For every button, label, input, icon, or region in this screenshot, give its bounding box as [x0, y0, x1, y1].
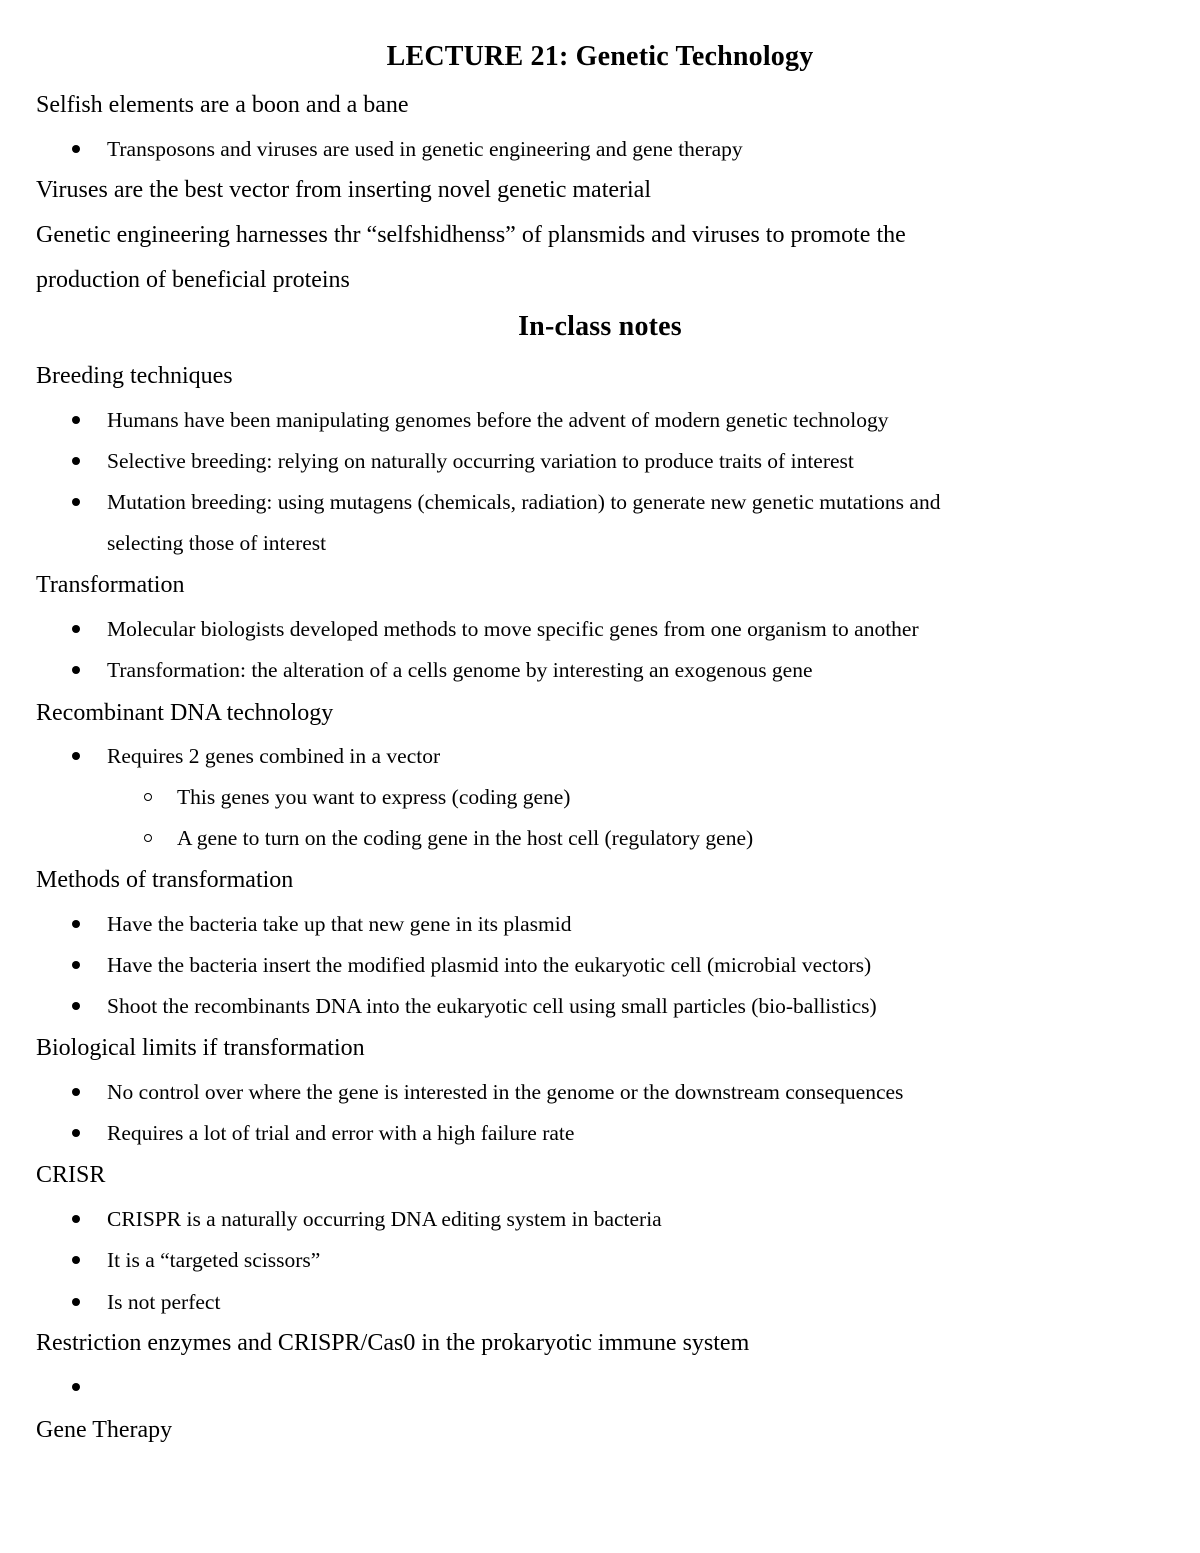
- bullet-icon: [72, 625, 80, 633]
- list-item-text: It is a “targeted scissors”: [107, 1248, 321, 1272]
- heading-methods-of-transformation: Methods of transformation: [36, 867, 294, 893]
- sub-list-item-text: This genes you want to express (coding gene): [177, 785, 571, 809]
- bullet-icon: [72, 145, 80, 153]
- paragraph-viruses-vector: Viruses are the best vector from inserting novel genetic material: [36, 177, 651, 203]
- list-item-text: Have the bacteria insert the modified plasmid into the eukaryotic cell (microbial vectors): [107, 953, 872, 977]
- bullet-icon: [72, 1298, 80, 1306]
- heading-transformation: Transformation: [36, 572, 185, 598]
- bullet-icon: [72, 1256, 80, 1264]
- bullet-icon: [72, 961, 80, 969]
- bullet-icon: [72, 1129, 80, 1137]
- sub-list-item-text: A gene to turn on the coding gene in the host cell (regulatory gene): [177, 826, 754, 850]
- bullet-icon: [72, 1002, 80, 1010]
- list-item-text: Transposons and viruses are used in genetic engineering and gene therapy: [107, 137, 743, 161]
- heading-biological-limits: Biological limits if transformation: [36, 1035, 365, 1061]
- section-title-in-class-notes: In-class notes: [518, 311, 682, 342]
- list-item-text: Humans have been manipulating genomes before the advent of modern genetic technology: [107, 408, 889, 432]
- heading-crisr: CRISR: [36, 1162, 106, 1188]
- bullet-icon: [72, 1215, 80, 1223]
- list-item-text: Have the bacteria take up that new gene in its plasmid: [107, 912, 572, 936]
- paragraph-genetic-engineering-cont: production of beneficial proteins: [36, 267, 350, 293]
- bullet-icon: [72, 1383, 80, 1391]
- list-item-text: Mutation breeding: using mutagens (chemicals, radiation) to generate new genetic mutations and: [107, 490, 941, 514]
- list-item-text: No control over where the gene is interested in the genome or the downstream consequences: [107, 1080, 904, 1104]
- bullet-icon: [72, 457, 80, 465]
- bullet-icon: [72, 498, 80, 506]
- hollow-bullet-icon: [144, 793, 152, 801]
- heading-restriction-enzymes: Restriction enzymes and CRISPR/Cas0 in the prokaryotic immune system: [36, 1330, 750, 1356]
- list-item-text: Selective breeding: relying on naturally occurring variation to produce traits of interest: [107, 449, 854, 473]
- list-item-text: Molecular biologists developed methods to move specific genes from one organism to another: [107, 617, 919, 641]
- heading-selfish-elements: Selfish elements are a boon and a bane: [36, 92, 409, 118]
- list-item-text: CRISPR is a naturally occurring DNA editing system in bacteria: [107, 1207, 662, 1231]
- bullet-icon: [72, 666, 80, 674]
- heading-recombinant-dna: Recombinant DNA technology: [36, 700, 334, 726]
- list-item-text: Shoot the recombinants DNA into the eukaryotic cell using small particles (bio-ballistics): [107, 994, 877, 1018]
- page-title: LECTURE 21: Genetic Technology: [386, 41, 814, 72]
- paragraph-genetic-engineering: Genetic engineering harnesses thr “selfshidhenss” of plansmids and viruses to promote the: [36, 222, 906, 248]
- hollow-bullet-icon: [144, 834, 152, 842]
- list-item-text: Requires 2 genes combined in a vector: [107, 744, 441, 768]
- heading-gene-therapy: Gene Therapy: [36, 1417, 173, 1443]
- heading-breeding-techniques: Breeding techniques: [36, 363, 233, 389]
- list-item-text: Requires a lot of trial and error with a high failure rate: [107, 1121, 575, 1145]
- bullet-icon: [72, 920, 80, 928]
- list-item-text: Is not perfect: [107, 1290, 221, 1314]
- bullet-icon: [72, 752, 80, 760]
- bullet-icon: [72, 416, 80, 424]
- bullet-icon: [72, 1088, 80, 1096]
- list-item-continuation: selecting those of interest: [107, 531, 327, 555]
- list-item-text: Transformation: the alteration of a cells genome by interesting an exogenous gene: [107, 658, 813, 682]
